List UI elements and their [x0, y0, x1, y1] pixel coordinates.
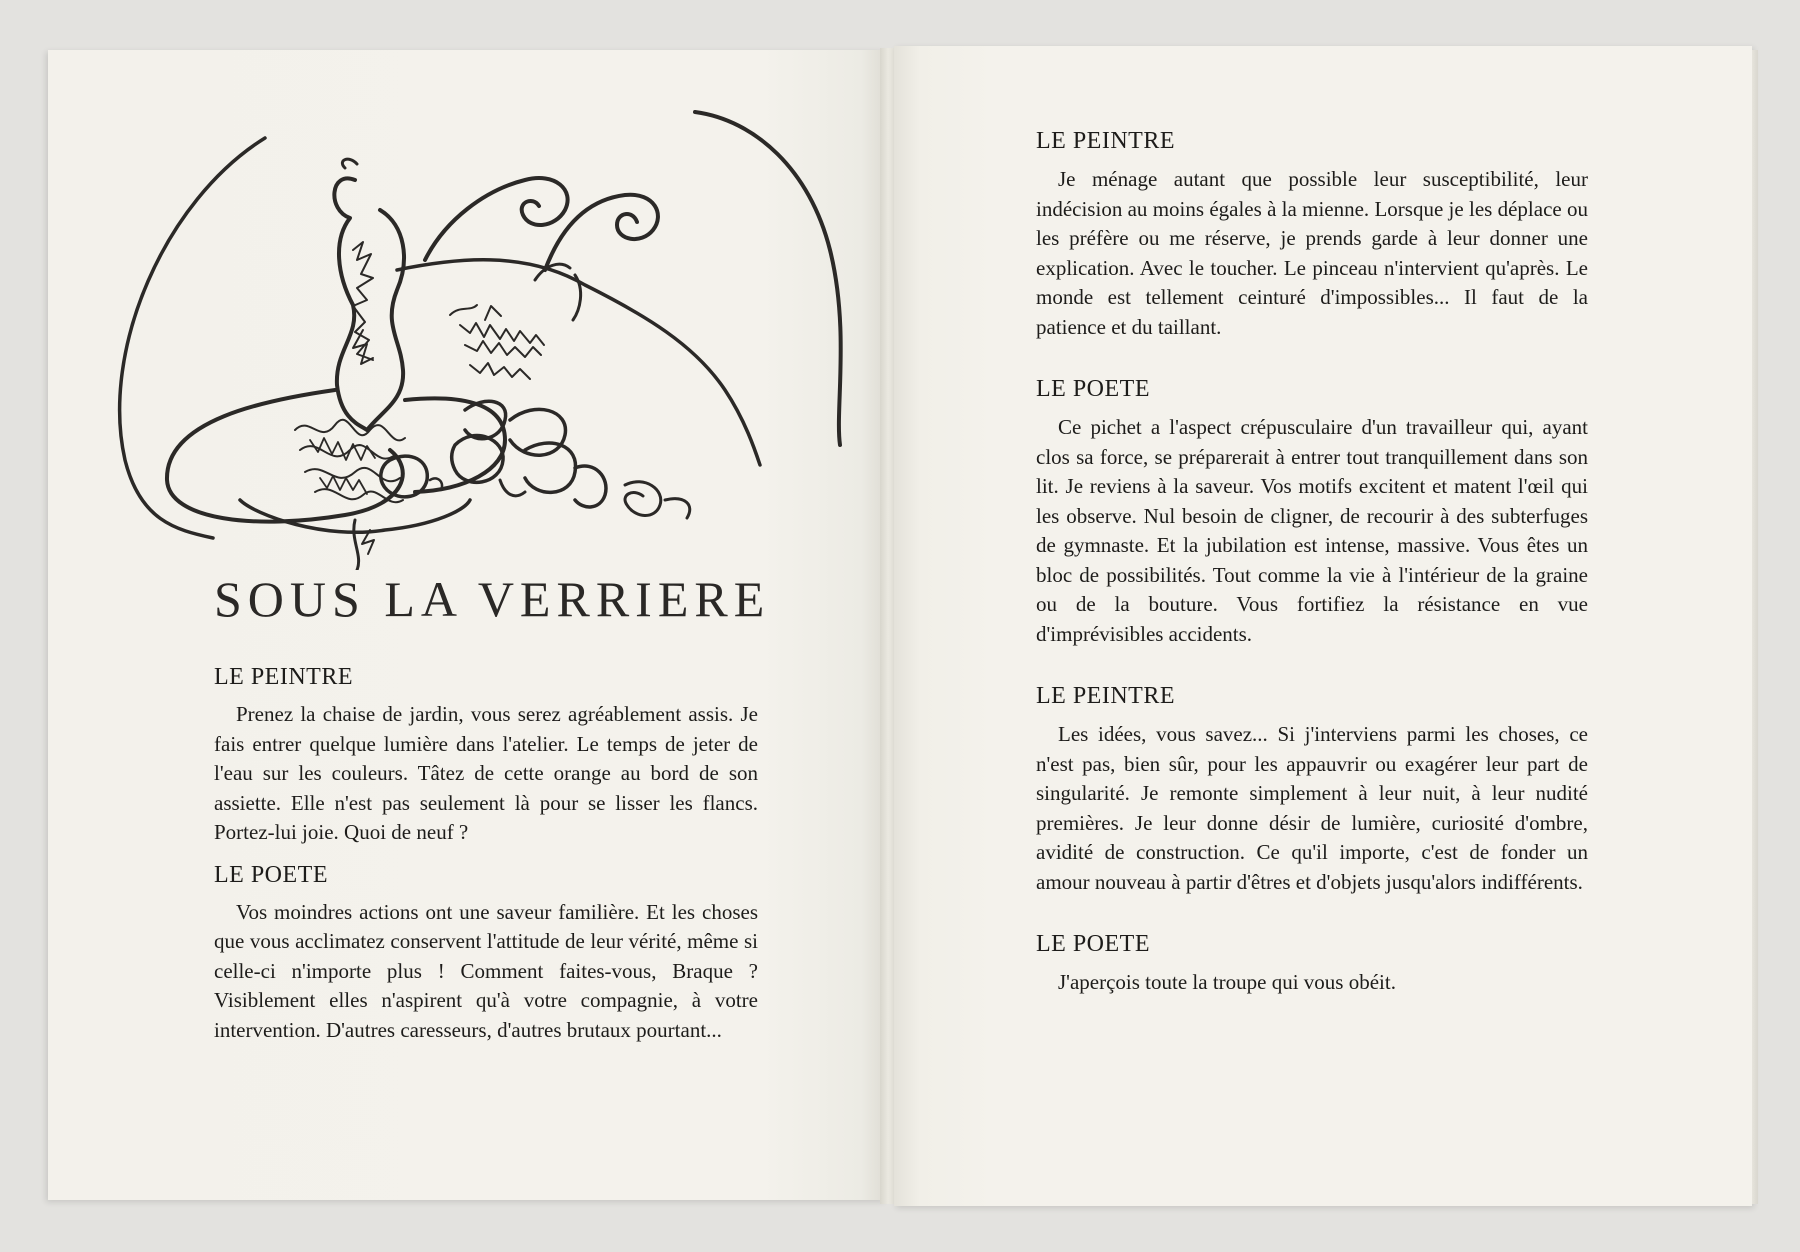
- right-dialogue: [1036, 128, 1588, 998]
- dialogue-entry: [214, 664, 758, 848]
- dialogue-entry: [1036, 931, 1588, 998]
- dialogue-text: J'aperçois toute la troupe qui vous obéit.: [1058, 970, 1396, 994]
- speaker-label: LE POETE: [1036, 931, 1150, 957]
- dialogue-text: Je ménage autant que possible leur susceptibilité, leur indécision au moins égales à la mienne. Lorsque je les déplace ou les préfère ou me réserve, je prends garde à leur donner une explication. Avec le toucher. Le pinceau n'intervient qu'après. Le monde est tellement ceinturé d'impossibles... Il faut de la patience et du taillant.: [1036, 167, 1588, 339]
- speaker-label: LE POETE: [214, 861, 328, 888]
- section-title: SOUS LA VERRIERE: [214, 571, 771, 627]
- still-life-drawing: [105, 100, 865, 570]
- dialogue-text: Prenez la chaise de jardin, vous serez agréablement assis. Je fais entrer quelque lumière dans l'atelier. Le temps de jeter de l'eau sur les couleurs. Tâtez de cette orange au bord de son assiette. Elle n'est pas seulement là pour se lisser les flancs. Portez-lui joie. Quoi de neuf ?: [214, 702, 758, 844]
- left-dialogue: [214, 664, 758, 1045]
- dialogue-text: Vos moindres actions ont une saveur familière. Et les choses que vous acclimatez conservent l'attitude de leur vérité, même si celle-ci n'importe plus ! Comment faites-vous, Braque ? Visiblement elles n'aspirent qu'à votre compagnie, à votre intervention. D'autres caresseurs, d'autres brutaux pourtant...: [214, 899, 758, 1042]
- dialogue-entry: [1036, 128, 1588, 342]
- dialogue-entry: [1036, 683, 1588, 897]
- speaker-label: LE PEINTRE: [1036, 128, 1175, 154]
- dialogue-text: Les idées, vous savez... Si j'interviens parmi les choses, ce n'est pas, bien sûr, pour les appauvrir ou exagérer leur part de singularité. Je remonte simplement à leur nuit, à leur nudité premières. Je leur donne désir de lumière, curiosité d'ombre, avidité de construction. Ce qu'il importe, c'est de fonder un amour nouveau à partir d'êtres et d'objets jusqu'alors indifférents.: [1036, 722, 1588, 894]
- dialogue-entry: [214, 862, 758, 1046]
- speaker-label: LE PEINTRE: [1036, 683, 1175, 709]
- dialogue-entry: [1036, 376, 1588, 649]
- dialogue-text: Ce pichet a l'aspect crépusculaire d'un travailleur qui, ayant clos sa force, se préparerait à entrer tout tranquillement dans son lit. Je reviens à la saveur. Vos motifs excitent et matent l'œil qui les observe. Nul besoin de cligner, de recourir à des subterfuges de gymnaste. Et la jubilation est intense, massive. Vous êtes un bloc de possibilités. Tout comme la vie à l'intérieur de la graine ou de la bouture. Vous fortifiez la résistance en vue d'imprévisibles accidents.: [1036, 415, 1588, 646]
- speaker-label: LE POETE: [1036, 376, 1150, 402]
- page-edge: [1752, 50, 1758, 1204]
- speaker-label: LE PEINTRE: [214, 664, 353, 690]
